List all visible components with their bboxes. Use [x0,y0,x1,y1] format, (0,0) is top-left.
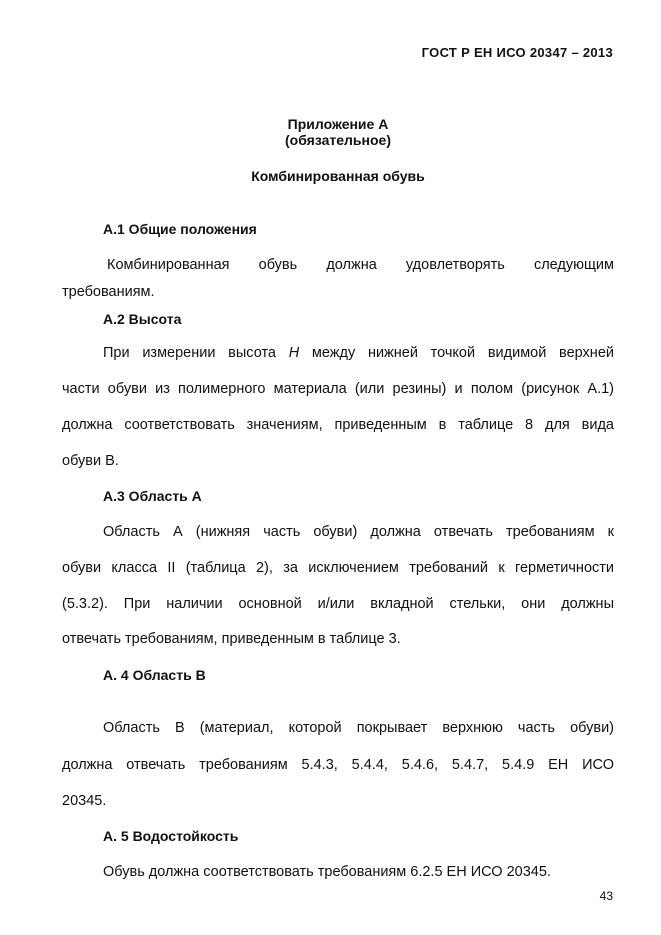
paragraph-line: обуви В. [62,453,119,469]
paragraph-line: При измерении высота Н между нижней точкой видимой верхней [103,345,614,361]
paragraph-line: 20345. [62,793,107,809]
paragraph-line: Область А (нижняя часть обуви) должна отвечать требованиям к [103,524,614,540]
paragraph-line: должна соответствовать значениям, приведенным в таблице 8 для вида [62,417,614,433]
paragraph-line: должна отвечать требованиям 5.4.3, 5.4.4, 5.4.6, 5.4.7, 5.4.9 ЕН ИСО [62,757,614,773]
page-number: 43 [599,889,613,903]
section-heading: А.3 Область А [103,488,202,504]
paragraph-line: части обуви из полимерного материала (или резины) и полом (рисунок А.1) [62,381,614,397]
section-heading: А.2 Высота [103,311,182,327]
section-heading: А. 5 Водостойкость [103,828,239,844]
paragraph-line: отвечать требованиям, приведенным в таблице 3. [62,631,401,647]
paragraph-line: Область В (материал, которой покрывает верхнюю часть обуви) [103,720,614,736]
paragraph-line: обуви класса II (таблица 2), за исключением требований к герметичности [62,560,614,576]
paragraph-line: Обувь должна соответствовать требованиям 6.2.5 ЕН ИСО 20345. [103,864,551,880]
paragraph-line: требованиям. [62,284,155,300]
annex-subject: Комбинированная обувь [251,168,425,184]
section-heading: А. 4 Область В [103,667,206,683]
section-heading: А.1 Общие положения [103,221,257,237]
annex-title: Приложение А [287,116,389,132]
standard-header: ГОСТ Р ЕН ИСО 20347 – 2013 [421,45,613,60]
paragraph-line: Комбинированная обувь должна удовлетворять следующим [107,257,614,273]
annex-status: (обязательное) [284,132,391,148]
paragraph-line: (5.3.2). При наличии основной и/или вкладной стельки, они должны [62,596,614,612]
